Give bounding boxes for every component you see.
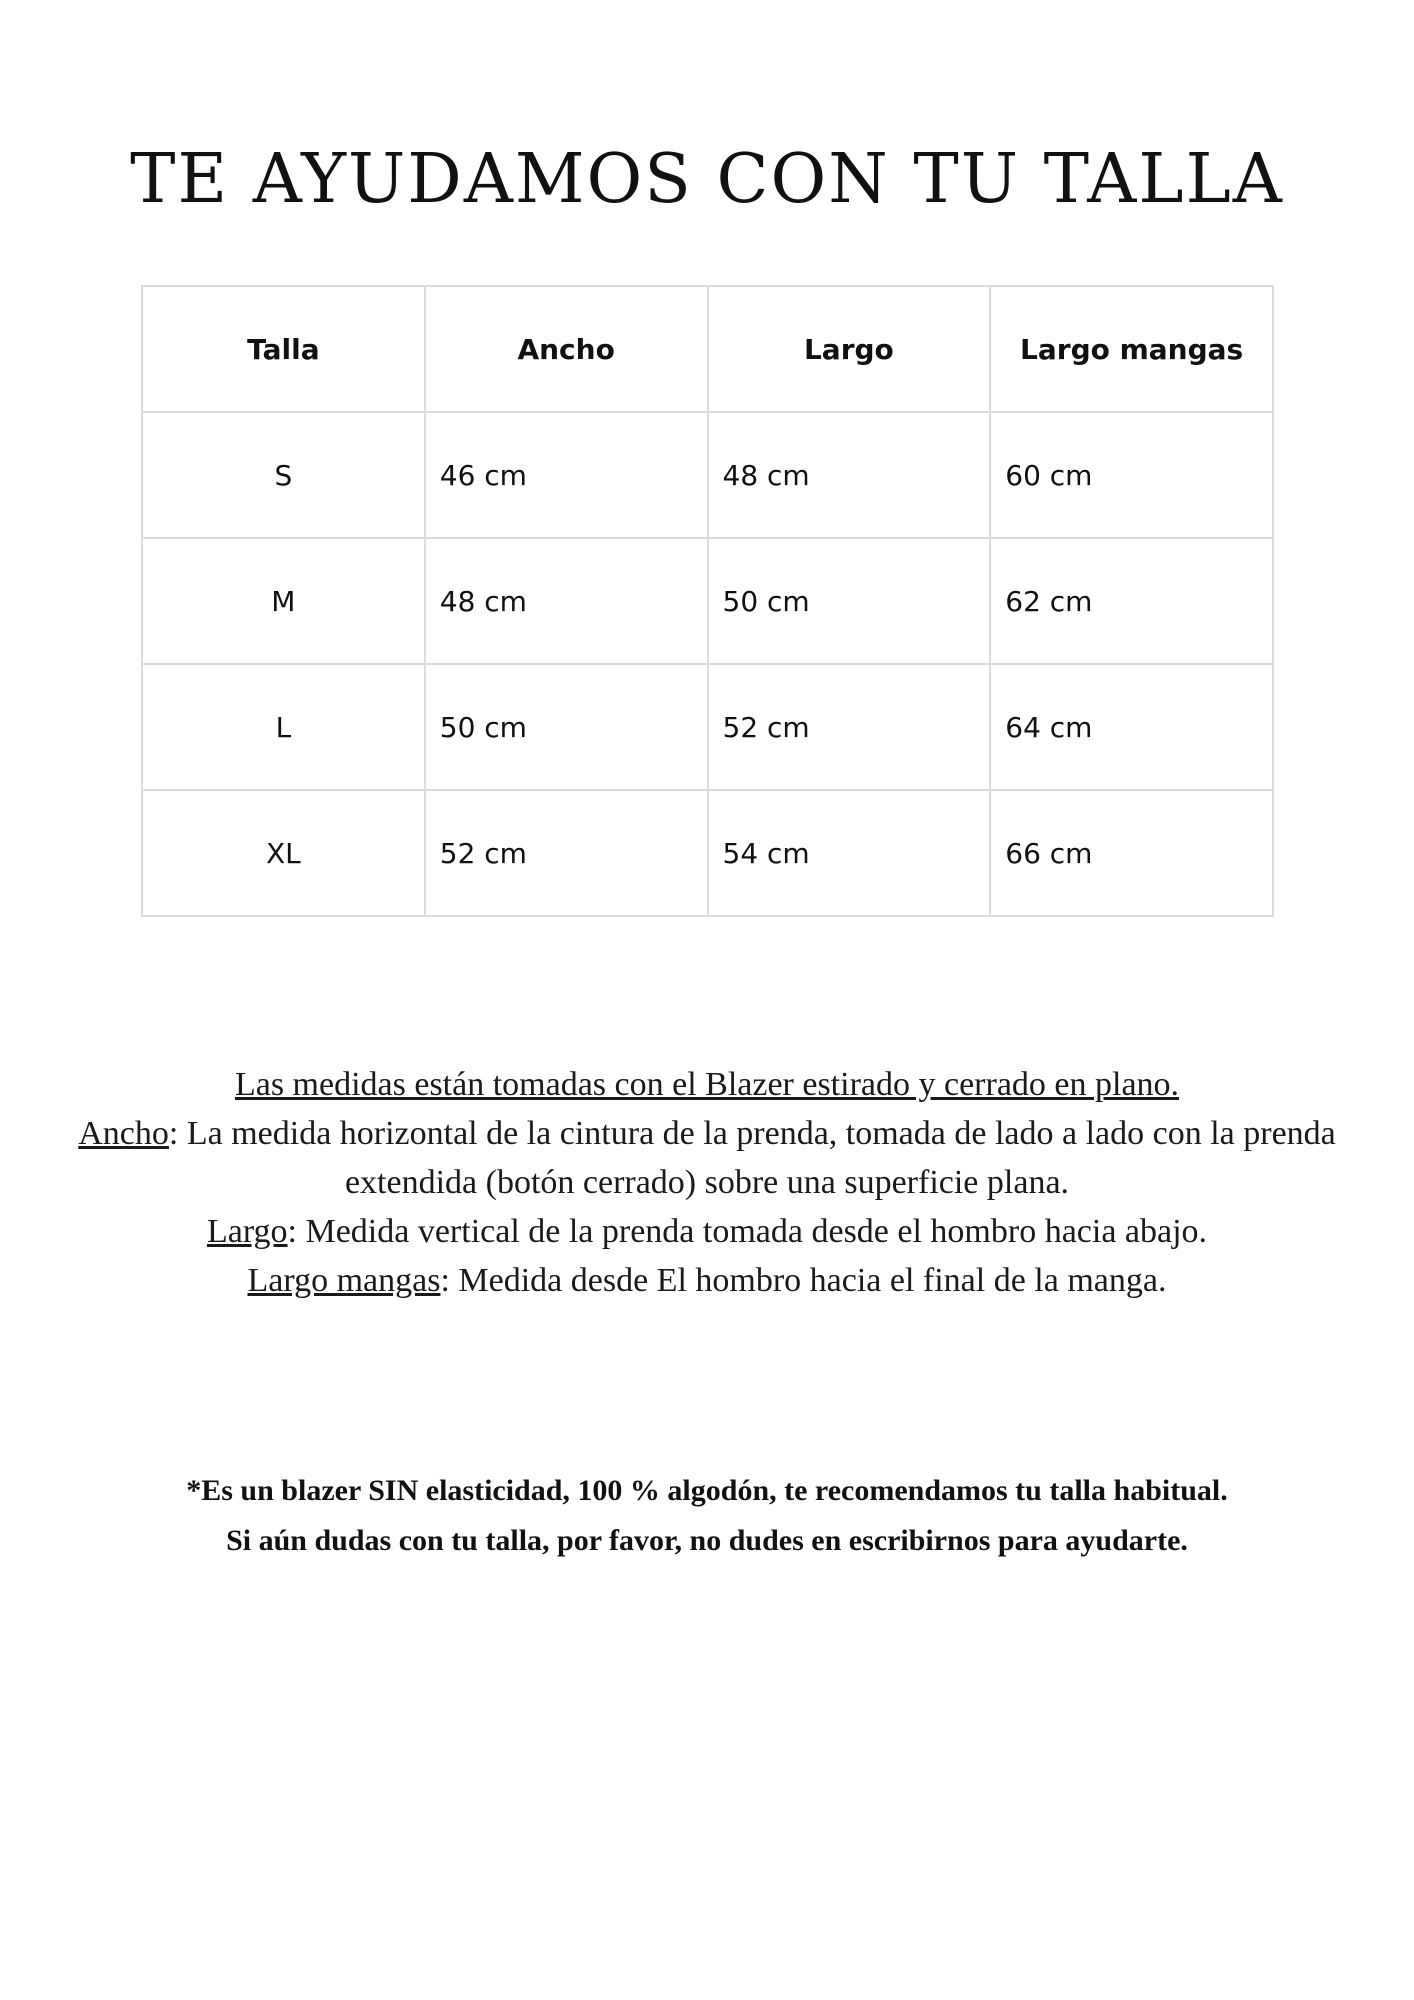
- note-ancho: [0, 1109, 1414, 1158]
- ancho-cell: 46 cm: [425, 412, 708, 538]
- size-cell: L: [142, 664, 425, 790]
- size-table: [141, 285, 1274, 917]
- note-mangas-text: : Medida desde El hombro hacia el final de la manga.: [440, 1262, 1167, 1299]
- size-cell: S: [142, 412, 425, 538]
- largo-cell: 52 cm: [708, 664, 991, 790]
- footer-note: [0, 1466, 1414, 1566]
- footer-line-2: Si aún dudas con tu talla, por favor, no dudes en escribirnos para ayudarte.: [226, 1524, 1188, 1557]
- column-header-ancho: Ancho: [425, 286, 708, 412]
- note-ancho-text: : La medida horizontal de la cintura de la prenda, tomada de lado a lado con la prenda: [168, 1115, 1336, 1152]
- largo-mangas-cell: 66 cm: [990, 790, 1273, 916]
- note-mangas-term: Largo mangas: [247, 1262, 441, 1299]
- table-row: [142, 538, 1273, 664]
- note-ancho-continued: extendida (botón cerrado) sobre una superficie plana.: [344, 1164, 1070, 1201]
- largo-cell: 50 cm: [708, 538, 991, 664]
- table-row: [142, 664, 1273, 790]
- largo-cell: 54 cm: [708, 790, 991, 916]
- table-row: [142, 412, 1273, 538]
- column-header-largo-mangas: Largo mangas: [990, 286, 1273, 412]
- ancho-cell: 48 cm: [425, 538, 708, 664]
- note-largo-term: Largo: [206, 1213, 288, 1250]
- note-largo-mangas: [0, 1256, 1414, 1305]
- size-cell: XL: [142, 790, 425, 916]
- table-row: [142, 790, 1273, 916]
- column-header-largo: Largo: [708, 286, 991, 412]
- footer-line-1: *Es un blazer SIN elasticidad, 100 % algodón, te recomendamos tu talla habitual.: [186, 1474, 1228, 1507]
- notes-intro: Las medidas están tomadas con el Blazer estirado y cerrado en plano.: [234, 1066, 1180, 1103]
- page-title: TE AYUDAMOS CON TU TALLA: [130, 140, 1284, 219]
- largo-cell: 48 cm: [708, 412, 991, 538]
- table-header-row: [142, 286, 1273, 412]
- note-ancho-term: Ancho: [78, 1115, 169, 1152]
- ancho-cell: 52 cm: [425, 790, 708, 916]
- note-largo: [0, 1207, 1414, 1256]
- column-header-talla: Talla: [142, 286, 425, 412]
- note-largo-text: : Medida vertical de la prenda tomada desde el hombro hacia abajo.: [287, 1213, 1208, 1250]
- largo-mangas-cell: 62 cm: [990, 538, 1273, 664]
- ancho-cell: 50 cm: [425, 664, 708, 790]
- measurement-notes: [0, 1060, 1414, 1305]
- largo-mangas-cell: 60 cm: [990, 412, 1273, 538]
- largo-mangas-cell: 64 cm: [990, 664, 1273, 790]
- size-cell: M: [142, 538, 425, 664]
